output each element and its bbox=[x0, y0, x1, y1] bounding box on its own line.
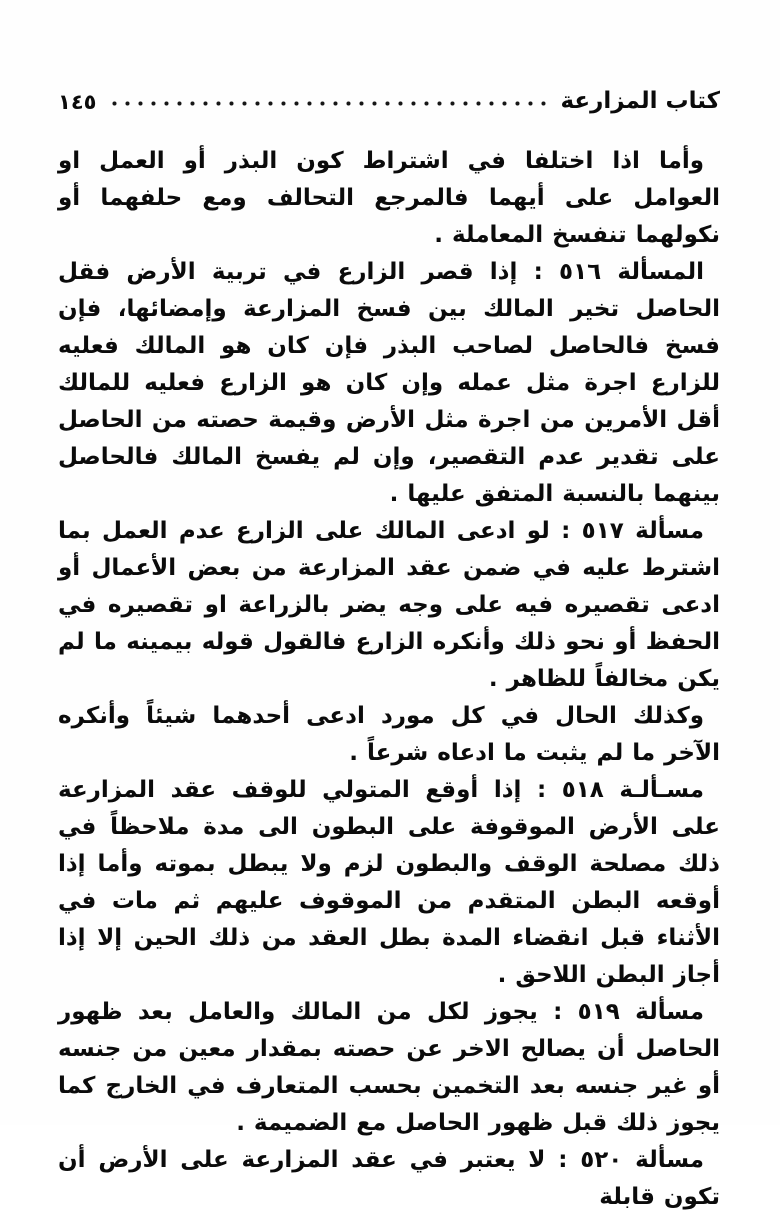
paragraph-masala-517-addendum: وكذلك الحال في كل مورد ادعى أحدهما شيئاً وأنكره الآخر ما لم يثبت ما ادعاه شرعاً . bbox=[58, 703, 720, 766]
book-title: كتاب المزارعة bbox=[560, 88, 720, 114]
paragraph-masala-517: مسألة ٥١٧ : لو ادعى المالك على الزارع عدم العمل بما اشترط عليه في ضمن عقد المزارعة من بعض الأعمال أو ادعى تقصيره فيه على وجه يضر بالزراعة او تقصيره في الحفظ أو نحو ذلك وأنكره الزارع فالقول قوله بيمينه ما لم يكن مخالفاً للظاهر . bbox=[58, 518, 720, 692]
page-number: ١٤٥ bbox=[58, 90, 97, 114]
paragraph-masala-520: مسألة ٥٢٠ : لا يعتبر في عقد المزارعة على الأرض أن تكون قابلة bbox=[58, 1147, 720, 1210]
dot-leader bbox=[104, 100, 550, 107]
paragraph-masala-516: المسألة ٥١٦ : إذا قصر الزارع في تربية الأرض فقل الحاصل تخير المالك بين فسخ المزارعة وإمضائها، فإن فسخ فالحاصل لصاحب البذر فإن كان هو المالك فعليه للزارع اجرة مثل عمله وإن كان هو الزارع فعليه للمالك أقل الأمرين من اجرة مثل الأرض وقيمة حصته من الحاصل على تقدير عدم التقصير، وإن لم يفسخ المالك فالحاصل بينهما بالنسبة المتفق عليها . bbox=[58, 259, 720, 507]
paragraph-masala-518: مسـألـة ٥١٨ : إذا أوقع المتولي للوقف عقد المزارعة على الأرض الموقوفة على البطون الى مدة ملاحظاً في ذلك مصلحة الوقف والبطون لزم ولا يبطل بموته وأما إذا أوقعه البطن المتقدم من الموقوف عليهم ثم مات في الأثناء قبل انقضاء المدة بطل العقد من ذلك الحين إلا إذا أجاز البطن اللاحق . bbox=[58, 777, 720, 988]
running-header bbox=[58, 88, 720, 114]
paragraph-intro: وأما اذا اختلفا في اشتراط كون البذر أو العمل او العوامل على أيهما فالمرجع التحالف ومع حلفهما أو نكولهما تنفسخ المعاملة . bbox=[58, 148, 720, 248]
paragraph-masala-519: مسألة ٥١٩ : يجوز لكل من المالك والعامل بعد ظهور الحاصل أن يصالح الاخر عن حصته بمقدار معين من جنسه أو غير جنسه بعد التخمين بحسب المتعارف في الخارج كما يجوز ذلك قبل ظهور الحاصل مع الضميمة . bbox=[58, 999, 720, 1136]
page-body-text bbox=[58, 143, 720, 1216]
